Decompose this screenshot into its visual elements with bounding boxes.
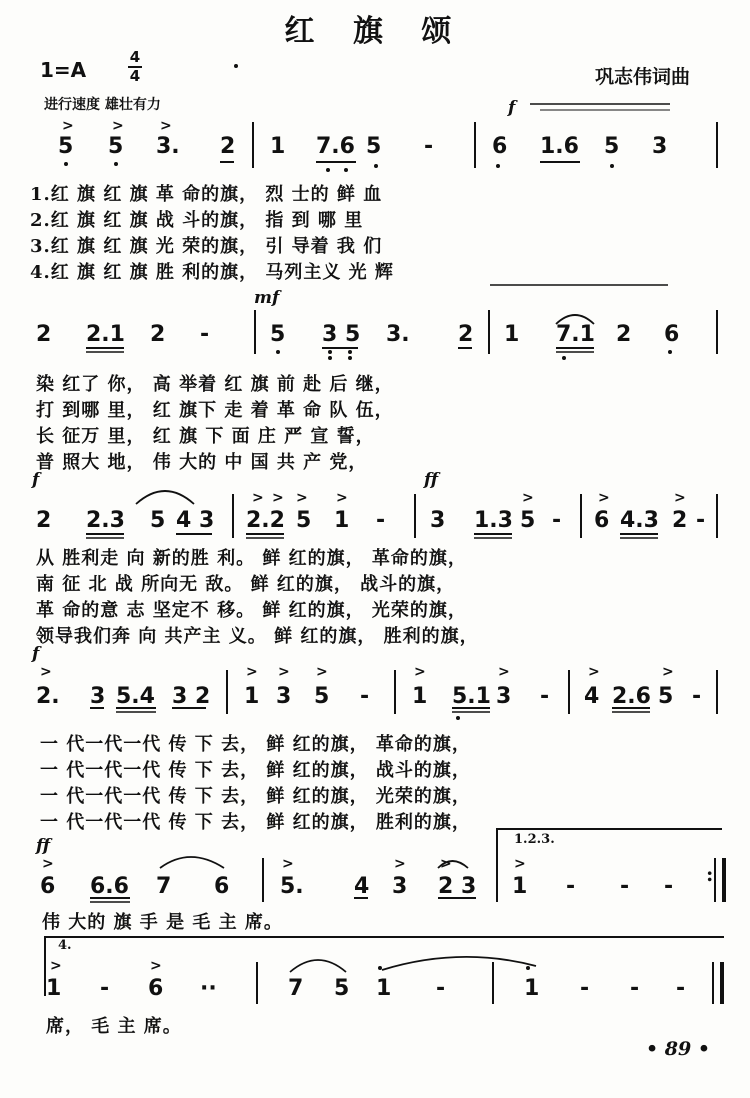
note: 5 bbox=[270, 322, 286, 347]
note: - bbox=[436, 976, 446, 1001]
lyric-line: 3.红 旗 红 旗 光 荣的旗， 引 导着 我 们 bbox=[30, 236, 383, 257]
note: 3 5 bbox=[322, 322, 361, 347]
note: 1 bbox=[46, 976, 62, 1001]
note: - bbox=[540, 684, 550, 709]
note: - bbox=[692, 684, 702, 709]
note: 4 bbox=[354, 874, 370, 899]
lyric-line: 染 红了 你， 高 举着 红 旗 前 赴 后 继， bbox=[36, 374, 394, 395]
note: 6 bbox=[214, 874, 230, 899]
note: 3 bbox=[90, 684, 106, 709]
note: 5 bbox=[150, 508, 166, 533]
note: 1 bbox=[524, 976, 540, 1001]
note: - bbox=[664, 874, 674, 899]
lyric-line: 革 命的意 志 坚定不 移。 鲜 红的旗， 光荣的旗， bbox=[36, 600, 467, 621]
dynamic-f-1: f bbox=[508, 98, 516, 118]
note: 2 bbox=[220, 134, 236, 159]
note: - bbox=[676, 976, 686, 1001]
note: 2 3 bbox=[438, 874, 477, 899]
note: 5.4 bbox=[116, 684, 155, 709]
note: 7.1 bbox=[556, 322, 595, 347]
note: 7.6 bbox=[316, 134, 355, 159]
note: - bbox=[100, 976, 110, 1001]
note: 6 bbox=[148, 976, 164, 1001]
note: 1 bbox=[512, 874, 528, 899]
note: 2 bbox=[36, 322, 52, 347]
dynamic-ff-2: ff bbox=[36, 836, 51, 856]
note: - bbox=[424, 134, 434, 159]
note: 6 bbox=[594, 508, 610, 533]
note: 3. bbox=[156, 134, 180, 159]
note: 2 bbox=[36, 508, 52, 533]
note: 2.6 bbox=[612, 684, 651, 709]
second-ending-label: 4. bbox=[58, 938, 72, 953]
lyric-line: 席， 毛 主 席。 bbox=[46, 1016, 182, 1037]
note: 2 bbox=[150, 322, 166, 347]
note: 7 bbox=[288, 976, 304, 1001]
note: - bbox=[696, 508, 706, 533]
note: - bbox=[620, 874, 630, 899]
note: 7 bbox=[156, 874, 172, 899]
dynamic-f-3: f bbox=[32, 644, 40, 664]
key-signature: 1=A bbox=[40, 58, 87, 82]
time-signature-bottom: 4 bbox=[129, 67, 141, 85]
page-title: 红 旗 颂 bbox=[284, 14, 466, 49]
lyric-line: 4.红 旗 红 旗 胜 利的旗， 马列主义 光 辉 bbox=[30, 262, 394, 283]
note: 2 bbox=[458, 322, 474, 347]
note: 5.1 bbox=[452, 684, 491, 709]
lyric-line: 一 代一代一代 传 下 去， 鲜 红的旗， 战斗的旗， bbox=[40, 760, 471, 781]
note: 5 bbox=[108, 134, 124, 159]
note: - bbox=[200, 322, 210, 347]
page-number: • 89 • bbox=[646, 1038, 710, 1060]
note: 1 bbox=[412, 684, 428, 709]
note: 1 bbox=[334, 508, 350, 533]
lyric-line: 1.红 旗 红 旗 革 命的旗， 烈 士的 鲜 血 bbox=[30, 184, 383, 205]
lyric-line: 伟 大的 旗 手 是 毛 主 席。 bbox=[42, 912, 283, 933]
note: 6.6 bbox=[90, 874, 129, 899]
note: ·· bbox=[200, 976, 217, 1001]
note: 4 bbox=[584, 684, 600, 709]
composer-credit: 巩志伟词曲 bbox=[594, 66, 690, 88]
note: 6 bbox=[40, 874, 56, 899]
tempo-marking: 进行速度 雄壮有力 bbox=[44, 97, 161, 113]
note: 2.1 bbox=[86, 322, 125, 347]
note: 6 bbox=[664, 322, 680, 347]
note: 1.6 bbox=[540, 134, 579, 159]
note: 4.3 bbox=[620, 508, 659, 533]
note: 2 bbox=[616, 322, 632, 347]
note: 5 bbox=[520, 508, 536, 533]
note: - bbox=[376, 508, 386, 533]
time-signature-top: 4 bbox=[129, 48, 141, 66]
note: 1 bbox=[244, 684, 260, 709]
note: 5 bbox=[296, 508, 312, 533]
note: 5 bbox=[658, 684, 674, 709]
lyric-line: 一 代一代一代 传 下 去， 鲜 红的旗， 革命的旗， bbox=[40, 734, 471, 755]
note: 3 bbox=[276, 684, 292, 709]
lyric-line: 2.红 旗 红 旗 战 斗的旗， 指 到 哪 里 bbox=[30, 210, 364, 231]
note: 5 bbox=[366, 134, 382, 159]
dynamic-mf: mf bbox=[254, 288, 280, 308]
note: 3 2 bbox=[172, 684, 211, 709]
lyric-line: 打 到哪 里， 红 旗下 走 着 革 命 队 伍， bbox=[36, 400, 394, 421]
note: 3 bbox=[392, 874, 408, 899]
note: 1.3 bbox=[474, 508, 513, 533]
note: 2 bbox=[672, 508, 688, 533]
note: 6 bbox=[492, 134, 508, 159]
note: 5 bbox=[334, 976, 350, 1001]
note: 2.2 bbox=[246, 508, 285, 533]
dynamic-ff-1: ff bbox=[424, 470, 439, 490]
first-ending-label: 1.2.3. bbox=[514, 832, 555, 847]
lyric-line: 从 胜利走 向 新的胜 利。 鲜 红的旗， 革命的旗， bbox=[36, 548, 467, 569]
note: 2.3 bbox=[86, 508, 125, 533]
note: 2. bbox=[36, 684, 60, 709]
lyric-line: 一 代一代一代 传 下 去， 鲜 红的旗， 光荣的旗， bbox=[40, 786, 471, 807]
dynamic-f-2: f bbox=[32, 470, 40, 490]
note: 3 bbox=[496, 684, 512, 709]
note: 5 bbox=[58, 134, 74, 159]
note: - bbox=[580, 976, 590, 1001]
note: 1 bbox=[376, 976, 392, 1001]
note: 1 bbox=[504, 322, 520, 347]
note: 1 bbox=[270, 134, 286, 159]
note: 3 bbox=[430, 508, 446, 533]
note: - bbox=[360, 684, 370, 709]
note: 3. bbox=[386, 322, 410, 347]
note: 4 3 bbox=[176, 508, 215, 533]
note: - bbox=[630, 976, 640, 1001]
note: - bbox=[552, 508, 562, 533]
lyric-line: 普 照大 地， 伟 大的 中 国 共 产 党， bbox=[36, 452, 368, 473]
lyric-line: 领导我们奔 向 共产主 义。 鲜 红的旗， 胜利的旗， bbox=[36, 626, 479, 647]
lyric-line: 一 代一代一代 传 下 去， 鲜 红的旗， 胜利的旗， bbox=[40, 812, 471, 833]
lyric-line: 长 征万 里， 红 旗 下 面 庄 严 宣 誓， bbox=[36, 426, 375, 447]
note: - bbox=[566, 874, 576, 899]
lyric-line: 南 征 北 战 所向无 敌。 鲜 红的旗， 战斗的旗， bbox=[36, 574, 456, 595]
note: 5. bbox=[280, 874, 304, 899]
repeat-dots: : bbox=[706, 862, 714, 886]
note: 5 bbox=[604, 134, 620, 159]
note: 5 bbox=[314, 684, 330, 709]
note: 3 bbox=[652, 134, 668, 159]
